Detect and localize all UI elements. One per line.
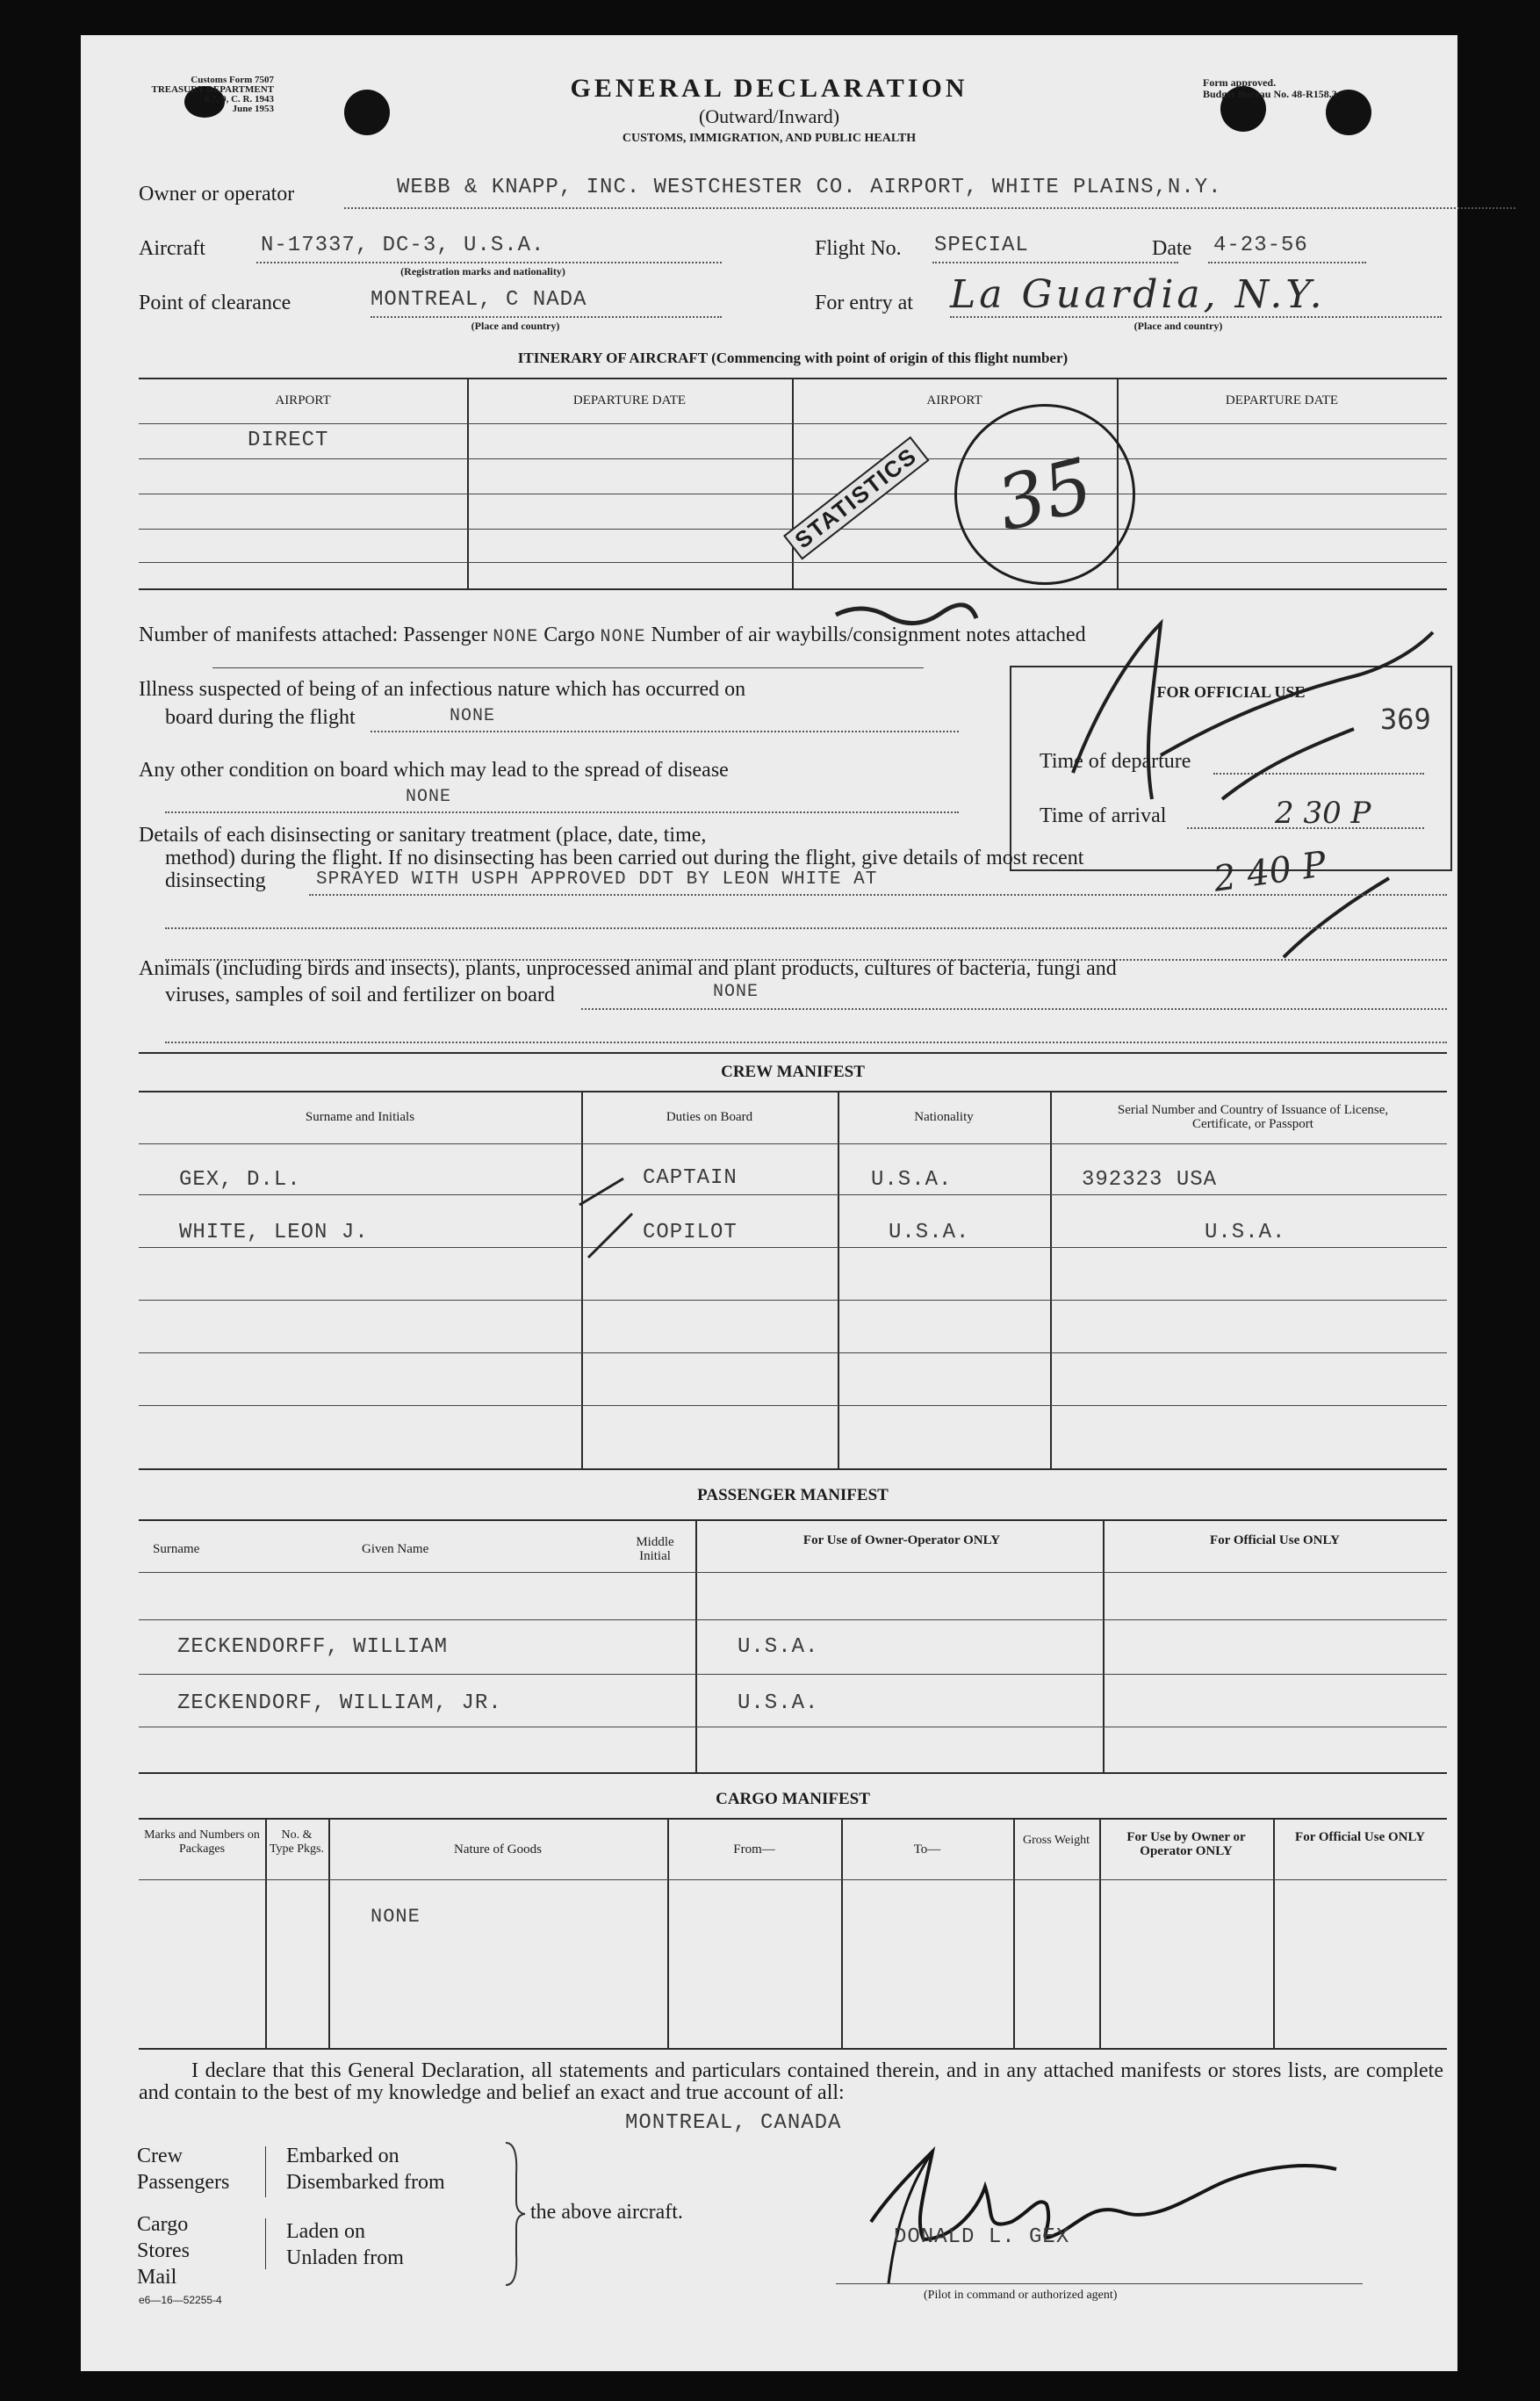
signature-line	[836, 2283, 1363, 2284]
illness-line	[371, 731, 959, 732]
crew-row-1-nationality: U.S.A.	[871, 1168, 953, 1192]
declaration-text: I declare that this General Declaration, all statements and particulars contained therein, and in any attached manifests or stores lists, are complete and contain to the best of my knowledge and belief an exact and true account of all:	[139, 2059, 1443, 2104]
other-condition-label: Any other condition on board which may lead to the spread of disease	[139, 759, 729, 782]
arrival-time-value: 2 30 P	[1275, 796, 1371, 831]
itinerary-header-airport: AIRPORT	[926, 393, 982, 407]
form-number: Customs Form 7507	[191, 75, 274, 85]
declaration-form	[81, 35, 1457, 2371]
form-approved: Form approved.	[1203, 76, 1277, 89]
itinerary-header-departure: DEPARTURE DATE	[1225, 393, 1339, 407]
manifests-count-line	[139, 624, 1086, 647]
passenger-header-surname: Surname	[153, 1542, 200, 1556]
clearance-line	[371, 316, 722, 318]
passenger-divider	[695, 1519, 697, 1772]
disinsect-line-2	[165, 927, 1447, 929]
cargo-label: Cargo	[543, 624, 595, 646]
official-use-title: FOR OFFICIAL USE	[1156, 683, 1306, 701]
passenger-row-1-name: ZECKENDORFF, WILLIAM	[177, 1635, 449, 1659]
itinerary-divider	[792, 378, 794, 588]
form-approval	[1203, 77, 1340, 100]
stores-label: Stores	[137, 2239, 190, 2262]
owner-line	[344, 207, 1515, 209]
itinerary-header-airport: AIRPORT	[275, 393, 331, 407]
crew-header-name: Surname and Initials	[305, 1110, 415, 1124]
page-subtitle-2: CUSTOMS, IMMIGRATION, AND PUBLIC HEALTH	[622, 132, 917, 145]
cargo-header-from: From—	[733, 1842, 775, 1857]
pilot-signature	[862, 2116, 1354, 2292]
itinerary-row-line	[139, 458, 1447, 459]
crew-label: Crew	[137, 2145, 183, 2167]
embarked-label: Embarked on	[286, 2145, 399, 2167]
cargo-manifest-title: CARGO MANIFEST	[716, 1790, 870, 1808]
goods-labels	[137, 2211, 190, 2290]
crew-row-1-serial: 392323 USA	[1082, 1168, 1218, 1192]
arrival-time-label: Time of arrival	[1040, 804, 1167, 827]
disinsect-label-3: disinsecting	[165, 869, 266, 892]
aircraft-line	[256, 262, 722, 263]
aircraft-value: N-17337, DC-3, U.S.A.	[261, 234, 545, 257]
entry-label: For entry at	[815, 292, 913, 314]
embark-labels	[286, 2143, 445, 2196]
crew-manifest-title: CREW MANIFEST	[721, 1063, 865, 1081]
crew-header-duties: Duties on Board	[666, 1110, 753, 1124]
declaration-place: MONTREAL, CANADA	[625, 2111, 842, 2135]
passenger-top-rule	[139, 1519, 1447, 1521]
cargo-divider	[265, 1818, 267, 2048]
illness-label-2: board during the flight	[165, 706, 356, 729]
crew-header-rule	[139, 1143, 1447, 1144]
passenger-row-2-name: ZECKENDORF, WILLIAM, JR.	[177, 1691, 502, 1715]
crew-divider	[1050, 1091, 1052, 1468]
check-marks	[562, 1161, 667, 1266]
passenger-bottom-rule	[139, 1772, 1447, 1774]
date-line	[1208, 262, 1366, 263]
animals-line-2	[165, 1042, 1447, 1043]
cargo-header-packages: No. & Type Pkgs.	[269, 1828, 325, 1856]
crew-divider	[581, 1091, 583, 1468]
animals-value: NONE	[713, 982, 759, 1002]
crew-bottom-rule	[139, 1468, 1447, 1470]
cargo-header-owner: For Use by Owner or Operator ONLY	[1126, 1830, 1246, 1858]
flight-value: SPECIAL	[934, 234, 1029, 257]
owner-value: WEBB & KNAPP, INC. WESTCHESTER CO. AIRPORT, WHITE PLAINS,N.Y.	[397, 176, 1222, 199]
cargo-header-goods: Nature of Goods	[454, 1842, 542, 1857]
date-label: Date	[1152, 237, 1192, 260]
cargo-header-weight: Gross Weight	[1022, 1834, 1090, 1847]
crew-divider	[838, 1091, 839, 1468]
crew-row-line	[139, 1352, 1447, 1353]
clearance-label: Point of clearance	[139, 292, 291, 314]
crew-row-line	[139, 1247, 1447, 1248]
unladen-label: Unladen from	[286, 2246, 404, 2269]
flight-line	[932, 262, 1178, 263]
crew-row-2-name: WHITE, LEON J.	[179, 1221, 369, 1244]
aircraft-label: Aircraft	[139, 237, 205, 260]
itinerary-row-line	[139, 423, 1447, 424]
handwritten-time: 2 40 P	[1211, 844, 1329, 900]
official-scribble	[1020, 597, 1450, 966]
cargo-label-2: Cargo	[137, 2213, 189, 2236]
passenger-row-1-owner-use: U.S.A.	[738, 1635, 819, 1659]
cargo-header-rule	[139, 1879, 1447, 1880]
section-rule	[139, 1052, 1447, 1054]
bracket-line	[265, 2146, 266, 2197]
form-date: June 1953	[232, 104, 274, 114]
itinerary-title: ITINERARY OF AIRCRAFT (Commencing with point of origin of this flight number)	[517, 350, 1069, 366]
manifests-label: Number of manifests attached: Passenger	[139, 624, 488, 646]
passenger-manifest-title: PASSENGER MANIFEST	[697, 1486, 889, 1504]
itinerary-row-line	[139, 562, 1447, 563]
curly-brace	[502, 2139, 529, 2289]
crew-row-line	[139, 1405, 1447, 1406]
crew-row-2-serial: U.S.A.	[1205, 1221, 1286, 1244]
passenger-header-given: Given Name	[362, 1542, 429, 1556]
passenger-row-2-owner-use: U.S.A.	[738, 1691, 819, 1715]
itinerary-divider	[467, 378, 469, 588]
cargo-header-official: For Official Use ONLY	[1295, 1830, 1425, 1844]
illness-label: Illness suspected of being of an infectious nature which has occurred on	[139, 678, 746, 701]
department: TREASURY DEPARTMENT	[151, 84, 274, 95]
above-aircraft-label: the above aircraft.	[530, 2201, 683, 2224]
bracket-line	[265, 2218, 266, 2269]
cargo-header-to: To—	[913, 1842, 941, 1857]
page-title: GENERAL DECLARATION	[570, 74, 968, 103]
pilot-note: (Pilot in command or authorized agent)	[924, 2289, 1118, 2302]
animals-label-2: viruses, samples of soil and fertilizer on board	[165, 984, 555, 1006]
entry-value: La Guardia, N.Y.	[950, 272, 1326, 317]
cargo-bottom-rule	[139, 2048, 1447, 2050]
circled-number-stamp	[935, 385, 1155, 604]
owner-label: Owner or operator	[139, 183, 295, 205]
disinsect-line	[309, 894, 1447, 896]
passengers-label: Passengers	[137, 2171, 230, 2194]
itinerary-header-departure: DEPARTURE DATE	[572, 393, 687, 407]
clearance-note: (Place and country)	[471, 320, 560, 332]
signer-name: DONALD L. GEX	[894, 2225, 1070, 2249]
cargo-divider	[1099, 1818, 1101, 2048]
illness-value: NONE	[450, 706, 496, 726]
disembarked-label: Disembarked from	[286, 2171, 445, 2194]
crew-top-rule	[139, 1091, 1447, 1092]
crew-header-nationality: Nationality	[914, 1110, 974, 1124]
passenger-row-line	[139, 1619, 1447, 1620]
waybills-label: Number of air waybills/consignment notes attached	[651, 624, 1086, 646]
laden-label: Laden on	[286, 2220, 365, 2243]
disinsect-label: Details of each disinsecting or sanitary treatment (place, date, time,	[139, 824, 707, 847]
departure-time-label: Time of departure	[1040, 750, 1191, 773]
cargo-manifest-count: NONE	[600, 627, 646, 647]
passenger-manifest-count: NONE	[493, 627, 539, 647]
circled-number: 35	[989, 441, 1101, 548]
crew-row-1-name: GEX, D.L.	[179, 1168, 301, 1192]
passenger-row-line	[139, 1674, 1447, 1675]
statistics-stamp: STATISTICS	[783, 436, 929, 560]
persons-labels	[137, 2143, 229, 2196]
clearance-value: MONTREAL, C NADA	[371, 288, 587, 312]
passenger-header-middle: Middle Initial	[636, 1535, 674, 1563]
passenger-header-owner: For Use of Owner-Operator ONLY	[802, 1533, 1001, 1547]
official-number: 369	[1380, 703, 1431, 736]
punch-hole	[344, 90, 390, 135]
entry-note: (Place and country)	[1133, 320, 1223, 332]
laden-labels	[286, 2218, 404, 2271]
cargo-value: NONE	[371, 1906, 421, 1928]
flight-label: Flight No.	[815, 237, 902, 260]
passenger-divider	[1103, 1519, 1105, 1772]
disinsect-value: SPRAYED WITH USPH APPROVED DDT BY LEON WHITE AT	[316, 869, 878, 890]
itinerary-row1-airport: DIRECT	[248, 429, 329, 452]
budget-bureau: Budget Bureau No. 48-R158.3.	[1203, 88, 1340, 100]
animals-line	[581, 1008, 1447, 1010]
passenger-header-rule	[139, 1572, 1447, 1573]
cargo-divider	[1013, 1818, 1015, 2048]
other-condition-value: NONE	[406, 787, 452, 807]
crew-row-2-duty: COPILOT	[643, 1221, 738, 1244]
itinerary-bottom-rule	[139, 588, 1447, 590]
print-code: e6—16—52255-4	[139, 2294, 222, 2306]
cargo-header-marks: Marks and Numbers on Packages	[144, 1828, 260, 1856]
crew-row-line	[139, 1194, 1447, 1195]
crew-row-1-duty: CAPTAIN	[643, 1166, 738, 1190]
form-reference: 6.7, 9, C. R. 1943	[204, 94, 274, 105]
other-condition-line	[165, 811, 959, 813]
mail-label: Mail	[137, 2266, 177, 2289]
animals-label: Animals (including birds and insects), plants, unprocessed animal and plant products, cultures of bacteria, fungi and	[139, 957, 1117, 980]
form-number-block	[133, 76, 274, 114]
disinsect-label-2: method) during the flight. If no disinsecting has been carried out during the flight, give details of most recent	[165, 847, 1084, 869]
cargo-top-rule	[139, 1818, 1447, 1820]
aircraft-note: (Registration marks and nationality)	[400, 265, 565, 278]
crew-header-serial: Serial Number and Country of Issuance of License, Certificate, or Passport	[1117, 1103, 1389, 1131]
manifests-rule	[212, 667, 924, 668]
page-subtitle: (Outward/Inward)	[698, 105, 840, 127]
crew-row-2-nationality: U.S.A.	[889, 1221, 970, 1244]
crew-row-line	[139, 1300, 1447, 1301]
cargo-divider	[1273, 1818, 1275, 2048]
passenger-header-official: For Official Use ONLY	[1210, 1533, 1340, 1547]
date-value: 4-23-56	[1213, 234, 1308, 257]
